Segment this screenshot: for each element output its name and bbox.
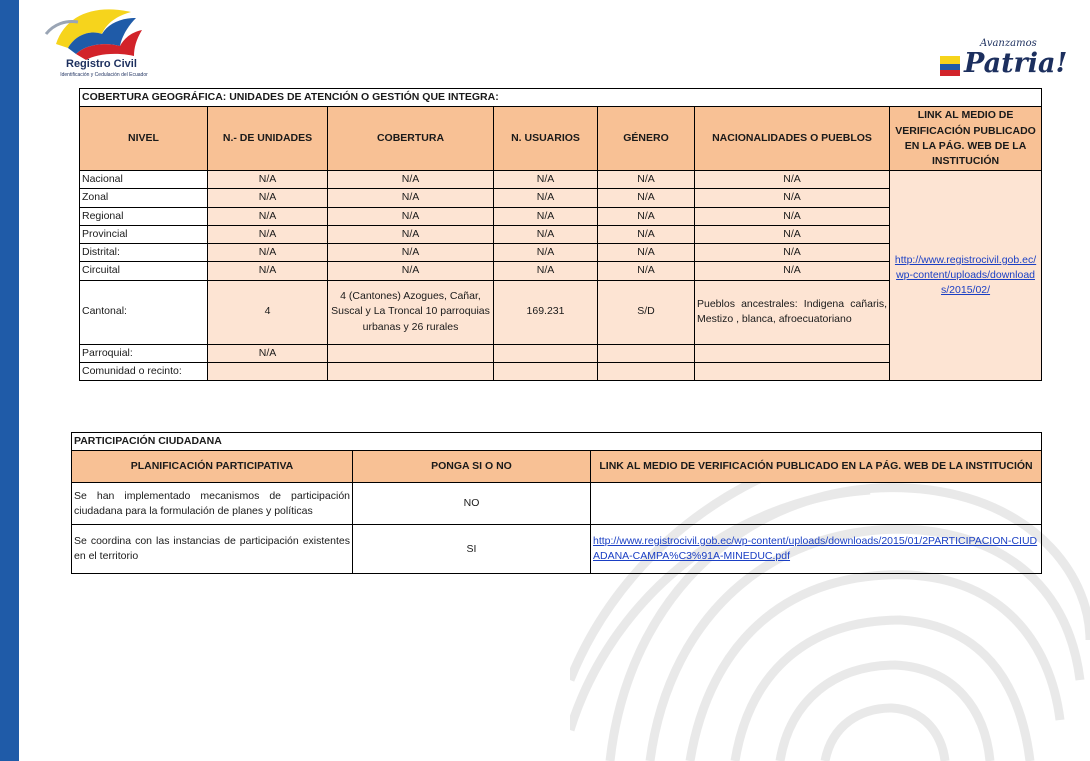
verification-link[interactable]: http://www.registrocivil.gob.ec/wp-content/uploads/downloads/2015/02/ <box>894 253 1037 297</box>
nivel-cell: Zonal <box>80 189 208 207</box>
header-link: LINK AL MEDIO DE VERIFICACIÓN PUBLICADO EN LA PÁG. WEB DE LA INSTITUCIÓN <box>591 451 1042 483</box>
usuarios-cell: N/A <box>494 171 598 189</box>
nivel-cell: Circuital <box>80 262 208 280</box>
nacionalidades-cell: N/A <box>695 189 890 207</box>
nacionalidades-cell <box>695 362 890 380</box>
unidades-cell: N/A <box>208 262 328 280</box>
header-genero: GÉNERO <box>598 107 695 171</box>
cobertura-cell: 4 (Cantones) Azogues, Cañar, Suscal y La Troncal 10 parroquias urbanas y 26 rurales <box>328 280 494 344</box>
verification-link-cell <box>890 171 1042 381</box>
genero-cell: N/A <box>598 225 695 243</box>
logo-title: Registro Civil <box>66 58 137 70</box>
nacionalidades-cell: N/A <box>695 244 890 262</box>
nacionalidades-cell: N/A <box>695 171 890 189</box>
genero-cell: S/D <box>598 280 695 344</box>
header-nacionalidades: NACIONALIDADES O PUEBLOS <box>695 107 890 171</box>
unidades-cell: N/A <box>208 189 328 207</box>
mechanism-cell: Se han implementado mecanismos de participación ciudadana para la formulación de planes y políticas <box>72 483 353 525</box>
registro-civil-logo <box>36 4 156 84</box>
usuarios-cell: N/A <box>494 189 598 207</box>
nivel-cell: Provincial <box>80 225 208 243</box>
usuarios-cell: N/A <box>494 262 598 280</box>
usuarios-cell: 169.231 <box>494 280 598 344</box>
logo-subtitle: Identificación y Cedulación del Ecuador <box>60 72 148 78</box>
coverage-table <box>79 88 1042 381</box>
nivel-cell: Regional <box>80 207 208 225</box>
header-nivel: NIVEL <box>80 107 208 171</box>
unidades-cell: 4 <box>208 280 328 344</box>
left-accent-bar <box>0 0 19 761</box>
answer-cell: SI <box>353 525 591 574</box>
usuarios-cell: N/A <box>494 225 598 243</box>
nivel-cell: Comunidad o recinto: <box>80 362 208 380</box>
participation-link[interactable]: http://www.registrocivil.gob.ec/wp-content/uploads/downloads/2015/01/2PARTICIPACION-CIUDADANA-CAMPA%C3%91A-MINEDUC.pdf <box>593 535 1038 563</box>
nivel-cell: Distrital: <box>80 244 208 262</box>
participation-table <box>71 432 1042 574</box>
nivel-cell: Cantonal: <box>80 280 208 344</box>
link-cell <box>591 483 1042 525</box>
genero-cell: N/A <box>598 171 695 189</box>
header-unidades: N.- DE UNIDADES <box>208 107 328 171</box>
usuarios-cell <box>494 344 598 362</box>
cobertura-cell: N/A <box>328 244 494 262</box>
nivel-cell: Nacional <box>80 171 208 189</box>
genero-cell <box>598 344 695 362</box>
header-link: LINK AL MEDIO DE VERIFICACIÓN PUBLICADO EN LA PÁG. WEB DE LA INSTITUCIÓN <box>890 107 1042 171</box>
cobertura-cell: N/A <box>328 171 494 189</box>
genero-cell: N/A <box>598 244 695 262</box>
unidades-cell: N/A <box>208 344 328 362</box>
nacionalidades-cell <box>695 344 890 362</box>
header-usuarios: N. USUARIOS <box>494 107 598 171</box>
nacionalidades-cell: N/A <box>695 207 890 225</box>
nivel-cell: Parroquial: <box>80 344 208 362</box>
logo-slogan-big: Patria! <box>964 48 1068 79</box>
nacionalidades-cell: N/A <box>695 262 890 280</box>
nacionalidades-cell: N/A <box>695 225 890 243</box>
answer-cell: NO <box>353 483 591 525</box>
avanzamos-patria-logo <box>938 34 1068 90</box>
cobertura-cell <box>328 362 494 380</box>
cobertura-cell <box>328 344 494 362</box>
table-row <box>72 483 1042 525</box>
table-row <box>72 525 1042 574</box>
cobertura-cell: N/A <box>328 225 494 243</box>
genero-cell: N/A <box>598 207 695 225</box>
unidades-cell <box>208 362 328 380</box>
header-planificacion: PLANIFICACIÓN PARTICIPATIVA <box>72 451 353 483</box>
nacionalidades-cell: Pueblos ancestrales: Indigena cañaris, Mestizo , blanca, afroecuatoriano <box>695 280 890 344</box>
usuarios-cell: N/A <box>494 207 598 225</box>
genero-cell <box>598 362 695 380</box>
unidades-cell: N/A <box>208 207 328 225</box>
table-row <box>80 171 1042 189</box>
usuarios-cell <box>494 362 598 380</box>
mechanism-cell: Se coordina con las instancias de participación existentes en el territorio <box>72 525 353 574</box>
unidades-cell: N/A <box>208 225 328 243</box>
header-cobertura: COBERTURA <box>328 107 494 171</box>
cobertura-cell: N/A <box>328 207 494 225</box>
genero-cell: N/A <box>598 189 695 207</box>
coverage-title: COBERTURA GEOGRÁFICA: UNIDADES DE ATENCIÓN O GESTIÓN QUE INTEGRA: <box>80 89 1042 107</box>
link-cell <box>591 525 1042 574</box>
logo-slogan-small: Avanzamos <box>980 38 1037 49</box>
cobertura-cell: N/A <box>328 189 494 207</box>
usuarios-cell: N/A <box>494 244 598 262</box>
unidades-cell: N/A <box>208 244 328 262</box>
header-si-no: PONGA SI O NO <box>353 451 591 483</box>
condor-emblem-icon <box>36 4 156 60</box>
cobertura-cell: N/A <box>328 262 494 280</box>
participation-title: PARTICIPACIÓN CIUDADANA <box>72 433 1042 451</box>
genero-cell: N/A <box>598 262 695 280</box>
unidades-cell: N/A <box>208 171 328 189</box>
